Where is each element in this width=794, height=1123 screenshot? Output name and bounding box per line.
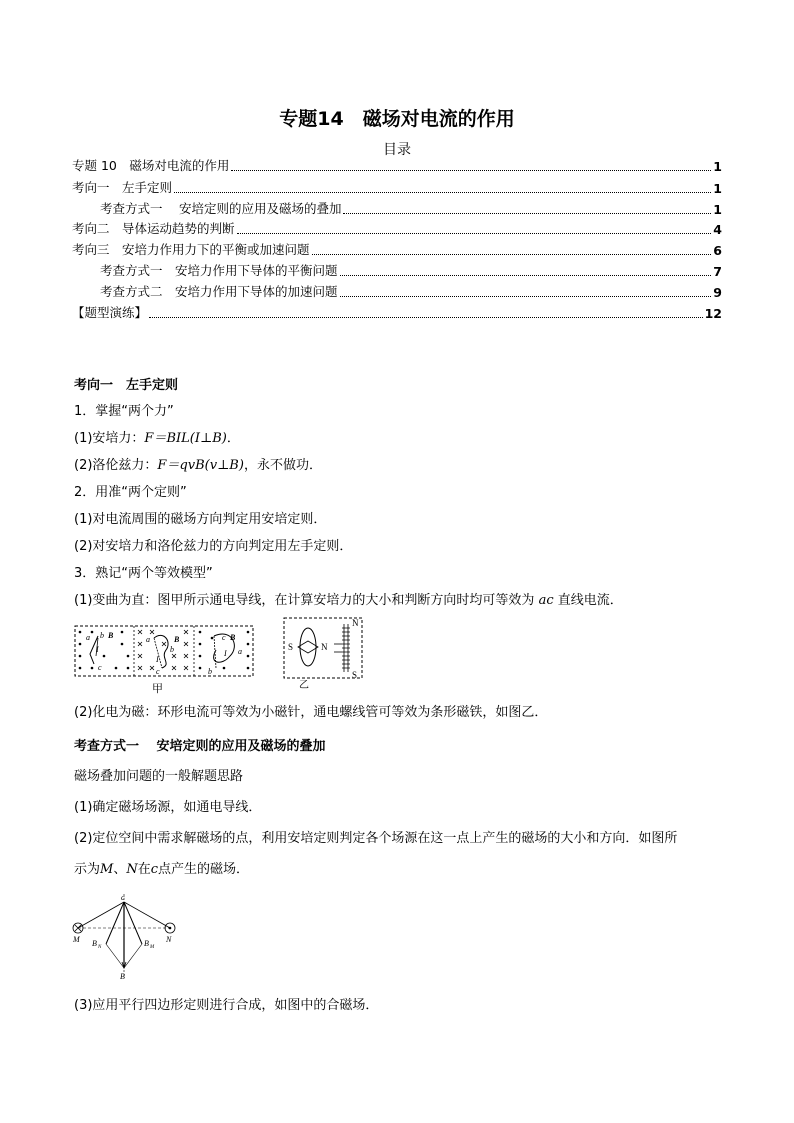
text: 点产生的磁场．: [158, 862, 250, 877]
paragraph: (2)化电为磁：环形电流可等效为小磁针，通电螺线管可等效为条形磁铁，如图乙．: [74, 705, 548, 720]
paragraph: 2．用准“两个定则”: [74, 485, 187, 500]
toc-item[interactable]: [100, 263, 722, 279]
toc-item-page: 1: [713, 159, 722, 174]
small-magnet: [298, 641, 318, 653]
label-B: B: [174, 635, 180, 644]
caption-yi: 乙: [299, 680, 309, 690]
label-B: B: [230, 633, 236, 642]
toc-item-page: 9: [713, 285, 722, 300]
text: 直线电流．: [553, 593, 623, 608]
toc-leader: [312, 254, 712, 255]
toc-leader: [237, 233, 712, 234]
toc-title: 目录: [383, 142, 411, 158]
label-N: N: [166, 935, 172, 944]
label-I: I: [224, 649, 227, 658]
label-I: I: [96, 645, 99, 654]
variable: M: [100, 862, 114, 877]
toc-leader: [149, 317, 703, 318]
toc-item-label: 考查方式一 安培定则的应用及磁场的叠加: [100, 201, 342, 216]
page-title: 专题14 磁场对电流的作用: [279, 108, 515, 130]
paragraph: 3．熟记“两个等效模型”: [74, 566, 213, 581]
section-heading: 考向一 左手定则: [74, 378, 179, 393]
section-heading: 考查方式一 安培定则的应用及磁场的叠加: [74, 739, 326, 754]
toc-leader: [340, 296, 712, 297]
ring-current: [300, 628, 316, 666]
toc-item[interactable]: [72, 305, 722, 321]
toc-item-label: 考向三 安培力作用力下的平衡或加速问题: [72, 242, 310, 257]
formula: F＝BIL(I⊥B): [144, 431, 227, 446]
label-a: a: [146, 635, 150, 644]
toc-item[interactable]: [72, 242, 722, 258]
toc-item-label: 专题 10 磁场对电流的作用: [72, 158, 230, 173]
toc-item[interactable]: [72, 180, 722, 196]
variable: c: [150, 862, 159, 877]
toc-item-label: 考向一 左手定则: [72, 180, 173, 195]
toc-leader: [343, 213, 711, 214]
paragraph: [74, 454, 322, 473]
label-B: B: [120, 972, 125, 981]
label-I: I: [156, 655, 159, 664]
toc-item-page: 7: [713, 264, 722, 279]
toc-item-page: 1: [713, 202, 722, 217]
paragraph: (2)对安培力和洛伦兹力的方向判定用左手定则．: [74, 539, 353, 554]
label-b: b: [100, 631, 104, 640]
label-M: M: [73, 935, 80, 944]
vector-BM: [124, 902, 142, 944]
text: (2)洛伦兹力：: [74, 458, 158, 473]
label-a: a: [86, 633, 90, 642]
toc-item[interactable]: [72, 221, 722, 237]
paragraph: (1)确定磁场场源，如通电导线．: [74, 800, 262, 815]
label-BN-sub: N: [98, 945, 102, 950]
text: 、: [113, 862, 127, 877]
text: ．: [226, 431, 240, 446]
figure-jia-yi: [72, 616, 372, 690]
toc-item-label: 考向二 导体运动趋势的判断: [72, 221, 235, 236]
text: 在: [137, 862, 151, 877]
toc-leader: [231, 170, 711, 171]
label-c: c: [156, 667, 160, 676]
text: ，永不做功．: [243, 458, 322, 473]
paragraph: (3)应用平行四边形定则进行合成，如图中的合磁场．: [74, 998, 379, 1013]
toc-item[interactable]: [100, 284, 722, 300]
text: (1)安培力：: [74, 431, 145, 446]
paragraph: 1．掌握“两个力”: [74, 404, 174, 419]
paragraph: 磁场叠加问题的一般解题思路: [74, 769, 244, 784]
paragraph: [74, 427, 240, 446]
label-B: B: [108, 631, 114, 640]
toc-item[interactable]: [72, 158, 722, 174]
caption-jia: 甲: [152, 682, 163, 695]
formula: F＝qvB(v⊥B): [157, 458, 244, 473]
label-N: N: [352, 618, 359, 628]
label-a: a: [238, 647, 242, 656]
vector-BN: [106, 902, 124, 944]
label-c: c: [222, 633, 226, 642]
figure-field-superposition: [70, 890, 190, 982]
solenoid: [334, 624, 350, 672]
toc-item-page: 4: [713, 222, 722, 237]
label-BM-sub: M: [150, 945, 155, 950]
text: (1)变曲为直：图甲所示通电导线，在计算安培力的大小和判断方向时均可等效为: [74, 593, 539, 608]
toc-item-page: 6: [713, 243, 722, 258]
label-c: c: [121, 893, 125, 902]
toc-item-label: 【题型演练】: [72, 305, 148, 320]
label-S: S: [288, 642, 294, 652]
paragraph: [74, 858, 249, 877]
paragraph: [74, 589, 623, 608]
label-c: c: [98, 663, 102, 672]
paragraph: (2)定位空间中需求解磁场的点，利用安培定则判定各个场源在这一点上产生的磁场的大小和方向．如图所: [74, 831, 678, 846]
label-S: S: [352, 670, 358, 680]
toc-item-label: 考查方式一 安培力作用下导体的平衡问题: [100, 263, 338, 278]
label-BN: B: [92, 939, 97, 948]
toc-leader: [340, 275, 712, 276]
label-BM: B: [144, 939, 149, 948]
label-b: b: [208, 667, 212, 676]
label-b: b: [170, 645, 174, 654]
variable: N: [126, 862, 138, 877]
toc-leader: [174, 192, 711, 193]
toc-item-label: 考查方式二 安培力作用下导体的加速问题: [100, 284, 338, 299]
label-N: N: [321, 642, 328, 652]
text: 示为: [74, 862, 101, 877]
toc-item-page: 1: [713, 181, 722, 196]
toc-item[interactable]: [100, 201, 722, 217]
paragraph: (1)对电流周围的磁场方向判定用安培定则．: [74, 512, 327, 527]
toc-item-page: 12: [704, 306, 722, 321]
variable: ac: [538, 593, 554, 608]
